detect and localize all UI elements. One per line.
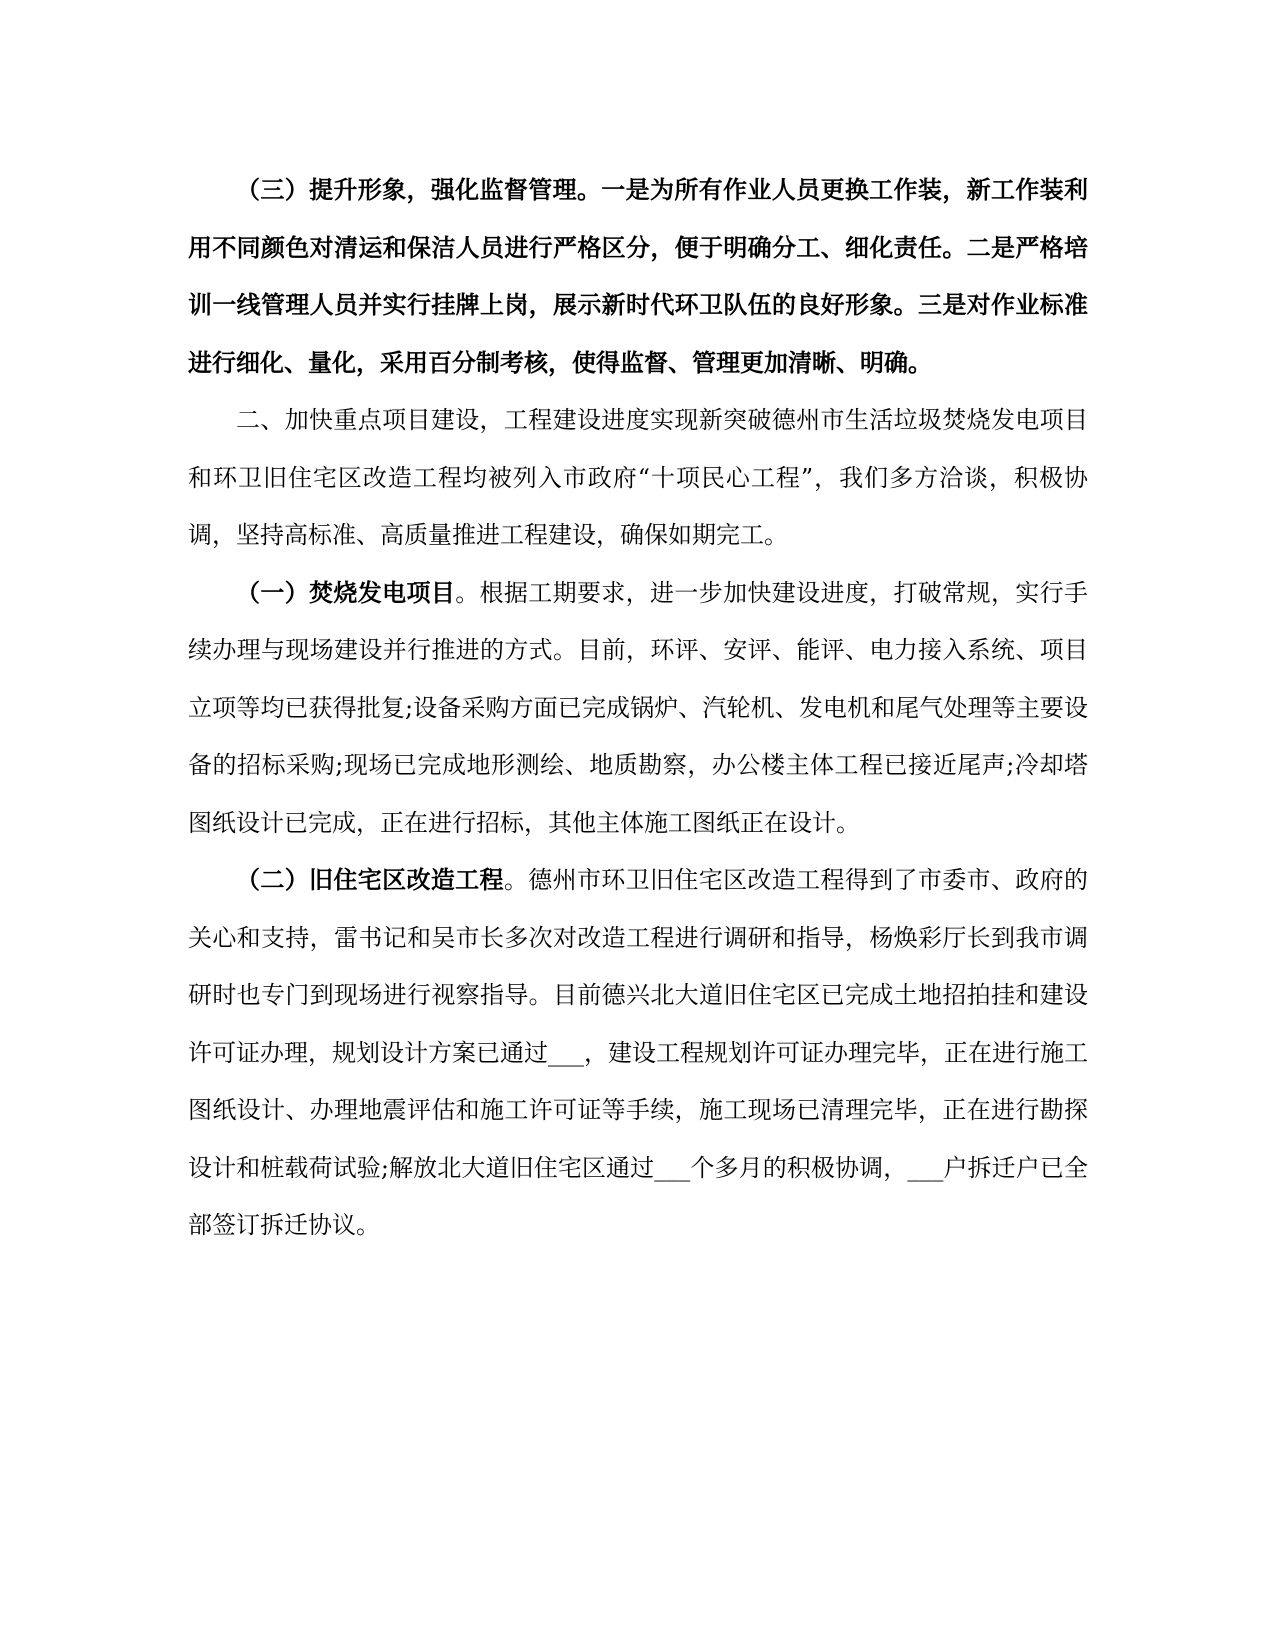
paragraph-key-projects — [188, 392, 1088, 565]
paragraph-heading: （一）焚烧发电项目 — [236, 578, 456, 607]
document-body — [188, 162, 1088, 1255]
paragraph-heading: （二）旧住宅区改造工程 — [236, 866, 504, 894]
paragraph-residential-renovation — [188, 852, 1088, 1255]
paragraph-text: 。根据工期要求，进一步加快建设进度，打破常规，实行手续办理与现场建设并行推进的方式。目前，环评、安评、能评、电力接入系统、项目立项等均已获得批复;设备采购方面已完成锅炉、汽轮机、发电机和尾气处理等主要设备的招标采购;现场已完成地形测绘、地质勘察，办公楼主体工程已接近尾声;冷却塔图纸设计已完成，正在进行招标，其他主体施工图纸正在设计。 — [188, 578, 1089, 837]
paragraph-text: 。德州市环卫旧住宅区改造工程得到了市委市、政府的关心和支持，雷书记和吴市长多次对改造工程进行调研和指导，杨焕彩厅长到我市调研时也专门到现场进行视察指导。目前德兴北大道旧住宅区已完成土地招拍挂和建设许可证办理，规划设计方案已通过___，建设工程规划许可证办理完毕，正在进行施工图纸设计、办理地震评估和施工许可证等手续，施工现场已清理完毕，正在进行勘探设计和桩载荷试验;解放北大道旧住宅区通过___个多月的积极协调，___户拆迁户已全部签订拆迁协议。 — [188, 866, 1089, 1239]
paragraph-incineration-project — [188, 565, 1088, 853]
paragraph-image-supervision — [188, 162, 1088, 392]
paragraph-text: 二、加快重点项目建设，工程建设进度实现新突破德州市生活垃圾焚烧发电项目和环卫旧住宅区改造工程均被列入市政府“十项民心工程”，我们多方洽谈，积极协调，坚持高标准、高质量推进工程建设，确保如期完工。 — [188, 406, 1088, 549]
paragraph-text: （三）提升形象，强化监督管理。一是为所有作业人员更换工作装，新工作装利用不同颜色对清运和保洁人员进行严格区分，便于明确分工、细化责任。二是严格培训一线管理人员并实行挂牌上岗，展示新时代环卫队伍的良好形象。三是对作业标准进行细化、量化，采用百分制考核，使得监督、管理更加清晰、明确。 — [188, 176, 1088, 377]
